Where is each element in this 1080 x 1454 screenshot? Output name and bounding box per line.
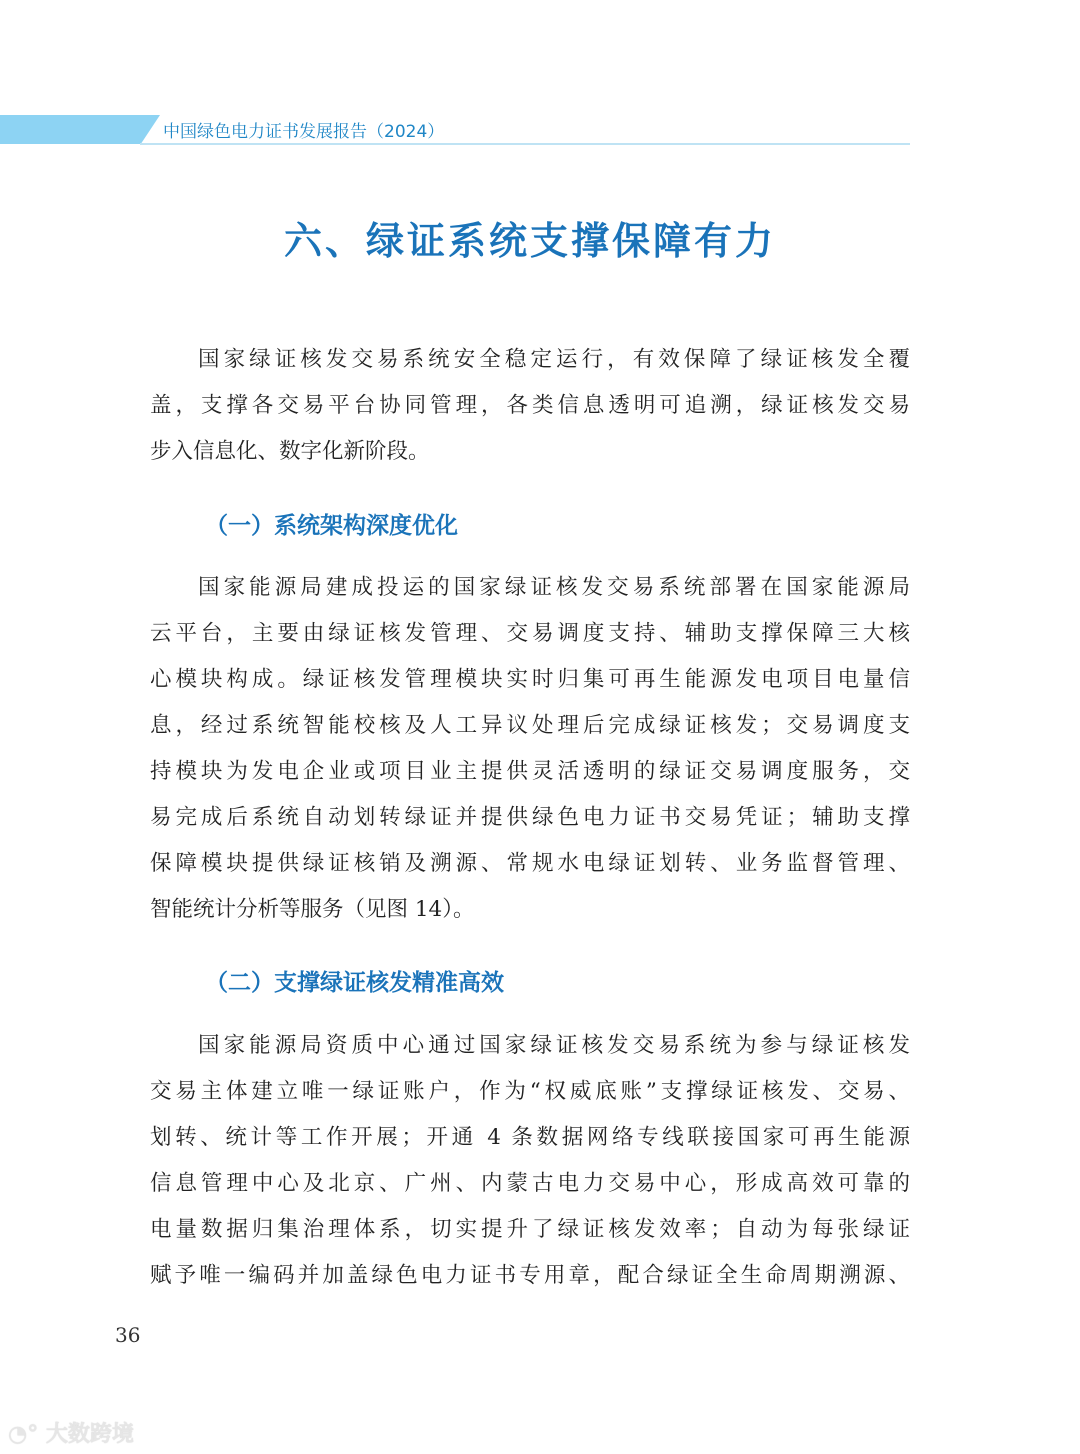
text-line: 盖，支撑各交易平台协同管理，各类信息透明可追溯，绿证核发交易 — [150, 393, 910, 418]
text-line: 持模块为发电企业或项目业主提供灵活透明的绿证交易调度服务，交 — [150, 759, 910, 784]
header-band — [0, 115, 160, 144]
text-line: 易完成后系统自动划转绿证并提供绿色电力证书交易凭证；辅助支撑 — [150, 805, 910, 830]
text-line: 国家能源局建成投运的国家绿证核发交易系统部署在国家能源局 — [198, 575, 910, 600]
text-line: 电量数据归集治理体系，切实提升了绿证核发效率；自动为每张绿证 — [150, 1217, 910, 1242]
header-rule — [140, 143, 910, 145]
text-line: 心模块构成。绿证核发管理模块实时归集可再生能源发电项目电量信 — [150, 667, 910, 692]
running-title: 中国绿色电力证书发展报告（2024） — [163, 122, 445, 142]
text-line: 划转、统计等工作开展；开通 4 条数据网络专线联接国家可再生能源 — [150, 1125, 910, 1150]
text-line: 交易主体建立唯一绿证账户，作为“权威底账”支撑绿证核发、交易、 — [150, 1079, 910, 1104]
section-heading-1: （一）系统架构深度优化 — [205, 513, 458, 539]
text-line: 智能统计分析等服务（见图 14）。 — [150, 897, 475, 922]
text-line: 云平台，主要由绿证核发管理、交易调度支持、辅助支撑保障三大核 — [150, 621, 910, 646]
section1-paragraph — [150, 565, 910, 933]
intro-paragraph — [150, 337, 910, 475]
watermark-logo: ◔° 大数跨境 — [8, 1422, 134, 1447]
text-line: 信息管理中心及北京、广州、内蒙古电力交易中心，形成高效可靠的 — [150, 1171, 910, 1196]
text-line: 赋予唯一编码并加盖绿色电力证书专用章，配合绿证全生命周期溯源、 — [150, 1263, 910, 1288]
section-heading-2: （二）支撑绿证核发精准高效 — [205, 970, 504, 996]
text-line: 保障模块提供绿证核销及溯源、常规水电绿证划转、业务监督管理、 — [150, 851, 910, 876]
text-line: 国家绿证核发交易系统安全稳定运行，有效保障了绿证核发全覆 — [198, 347, 910, 372]
chapter-title: 六、绿证系统支撑保障有力 — [283, 219, 776, 263]
text-line: 国家能源局资质中心通过国家绿证核发交易系统为参与绿证核发 — [198, 1033, 910, 1058]
watermark-text: 大数跨境 — [45, 1422, 134, 1447]
text-line: 步入信息化、数字化新阶段。 — [150, 439, 430, 464]
text-line: 息，经过系统智能校核及人工异议处理后完成绿证核发；交易调度支 — [150, 713, 910, 738]
page-number: 36 — [115, 1323, 141, 1347]
section2-paragraph — [150, 1023, 910, 1299]
